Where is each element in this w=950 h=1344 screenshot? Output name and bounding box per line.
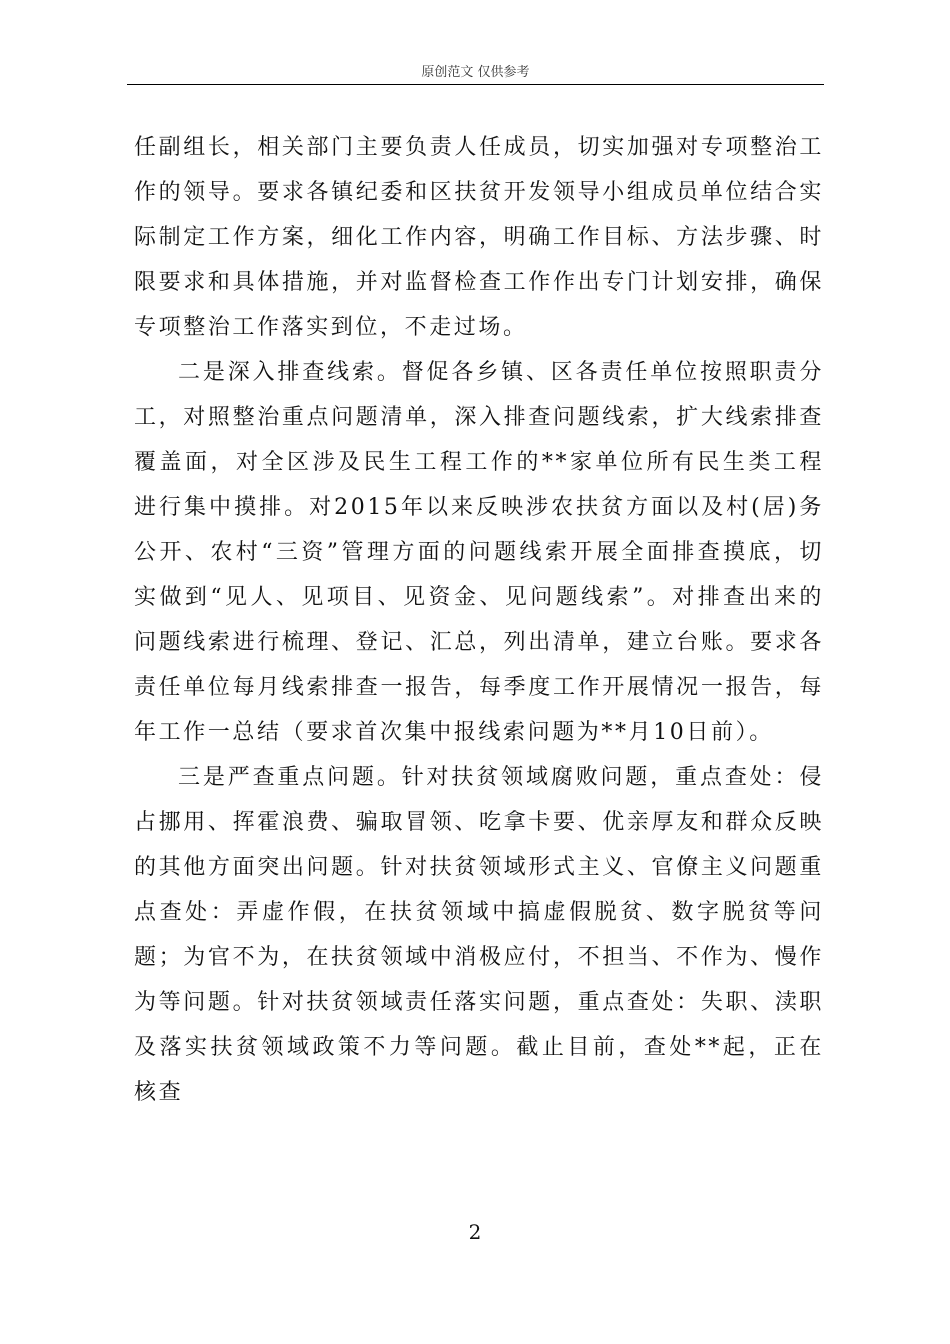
page-number: 2: [468, 1220, 482, 1244]
paragraph-key-problems: 三是严查重点问题。针对扶贫领域腐败问题，重点查处：侵占挪用、挥霍浪费、骗取冒领、吃拿卡要、优亲厚友和群众反映的其他方面突出问题。针对扶贫领域形式主义、官僚主义问题重点查处：弄虚作假，在扶贫领域中搞虚假脱贫、数字脱贫等问题；为官不为，在扶贫领域中消极应付，不担当、不作为、慢作为等问题。针对扶贫领域责任落实问题，重点查处：失职、渎职及落实扶贫领域政策不力等问题。截止目前，查处**起，正在核查: [134, 765, 824, 1105]
document-body: [134, 125, 824, 1115]
page-header: 原创范文 仅供参考: [127, 62, 824, 85]
paragraph-leadership: 任副组长，相关部门主要负责人任成员，切实加强对专项整治工作的领导。要求各镇纪委和区扶贫开发领导小组成员单位结合实际制定工作方案，细化工作内容，明确工作目标、方法步骤、时限要求和具体措施，并对监督检查工作作出专门计划安排，确保专项整治工作落实到位，不走过场。: [134, 135, 824, 340]
paragraph-investigate-clues: 二是深入排查线索。督促各乡镇、区各责任单位按照职责分工，对照整治重点问题清单，深入排查问题线索，扩大线索排查覆盖面，对全区涉及民生工程工作的**家单位所有民生类工程进行集中摸排。对2015年以来反映涉农扶贫方面以及村(居)务公开、农村“三资”管理方面的问题线索开展全面排查摸底，切实做到“见人、见项目、见资金、见问题线索”。对排查出来的问题线索进行梳理、登记、汇总，列出清单，建立台账。要求各责任单位每月线索排查一报告，每季度工作开展情况一报告，每年工作一总结（要求首次集中报线索问题为**月10日前）。: [134, 360, 824, 745]
